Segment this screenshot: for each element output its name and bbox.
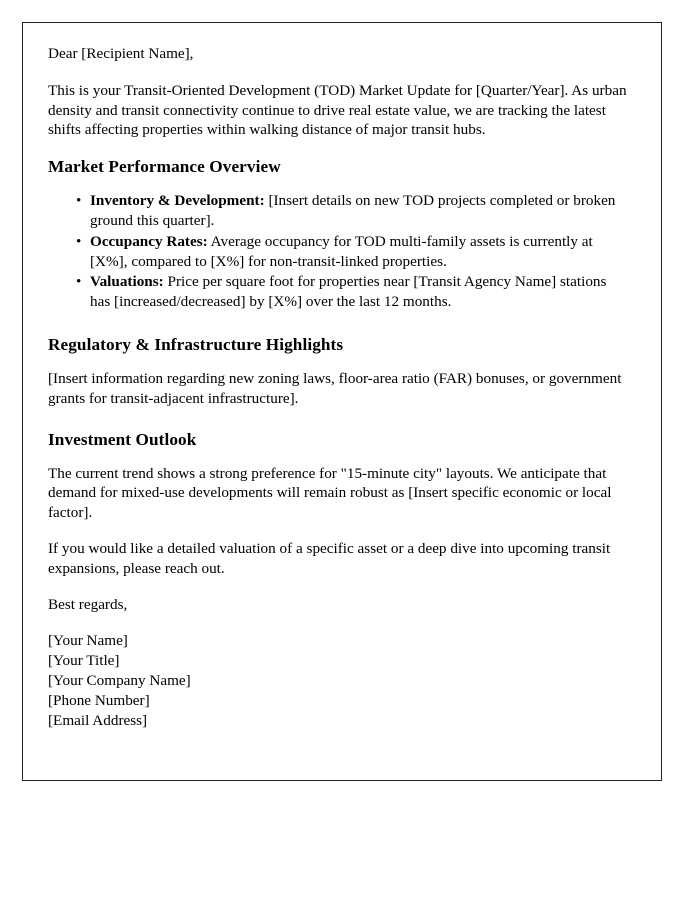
signature-phone: [Phone Number] (48, 691, 150, 709)
list-item (48, 272, 628, 312)
bullet-text: Price per square foot for properties near [Transit Agency Name] stations has [increased/decreased] by [X%] over the last 12 months. (90, 273, 607, 311)
signature-email: [Email Address] (48, 711, 148, 729)
bullet-text: [Insert details on new TOD projects completed or broken ground this quarter]. (90, 192, 616, 229)
bullet-text: Average occupancy for TOD multi-family assets is currently at [X%], compared to [X%] for non-transit-linked properties. (90, 232, 593, 270)
salutation-line: Dear [Recipient Name], (48, 45, 194, 62)
investment-outlook-paragraph-two: If you would like a detailed valuation of a specific asset or a deep dive into upcoming transit expansions, please reach out. (48, 539, 611, 577)
signature-company: [Your Company Name] (48, 671, 191, 689)
heading-market-performance-overview: Market Performance Overview (48, 157, 281, 177)
document-page-border (22, 22, 662, 781)
investment-outlook-paragraph-one: The current trend shows a strong preference for "15-minute city" layouts. We anticipate that demand for mixed-use developments will remain robust as [Insert specific economic or local factor]. (48, 464, 612, 522)
signature-name: [Your Name] (48, 632, 128, 650)
regulatory-paragraph: [Insert information regarding new zoning laws, floor-area ratio (FAR) bonuses, or government grants for transit-adjacent infrastructure]. (48, 369, 622, 407)
market-performance-bullet-list (48, 191, 628, 312)
signature-block (48, 631, 628, 730)
list-item (48, 191, 628, 231)
signature-title: [Your Title] (48, 652, 120, 670)
closing-line: Best regards, (48, 595, 128, 613)
heading-regulatory-infrastructure-highlights: Regulatory & Infrastructure Highlights (48, 334, 344, 354)
heading-investment-outlook: Investment Outlook (48, 429, 197, 449)
bullet-lead-in: Inventory & Development: (90, 192, 265, 210)
bullet-lead-in: Occupancy Rates: (90, 232, 208, 250)
letter-content (48, 44, 628, 730)
list-item (48, 232, 628, 272)
bullet-lead-in: Valuations: (90, 273, 164, 291)
intro-paragraph: This is your Transit-Oriented Development (TOD) Market Update for [Quarter/Year]. As urban density and transit connectivity continue to drive real estate value, we are tracking the latest shifts affecting properties within walking distance of major transit hubs. (48, 81, 627, 139)
